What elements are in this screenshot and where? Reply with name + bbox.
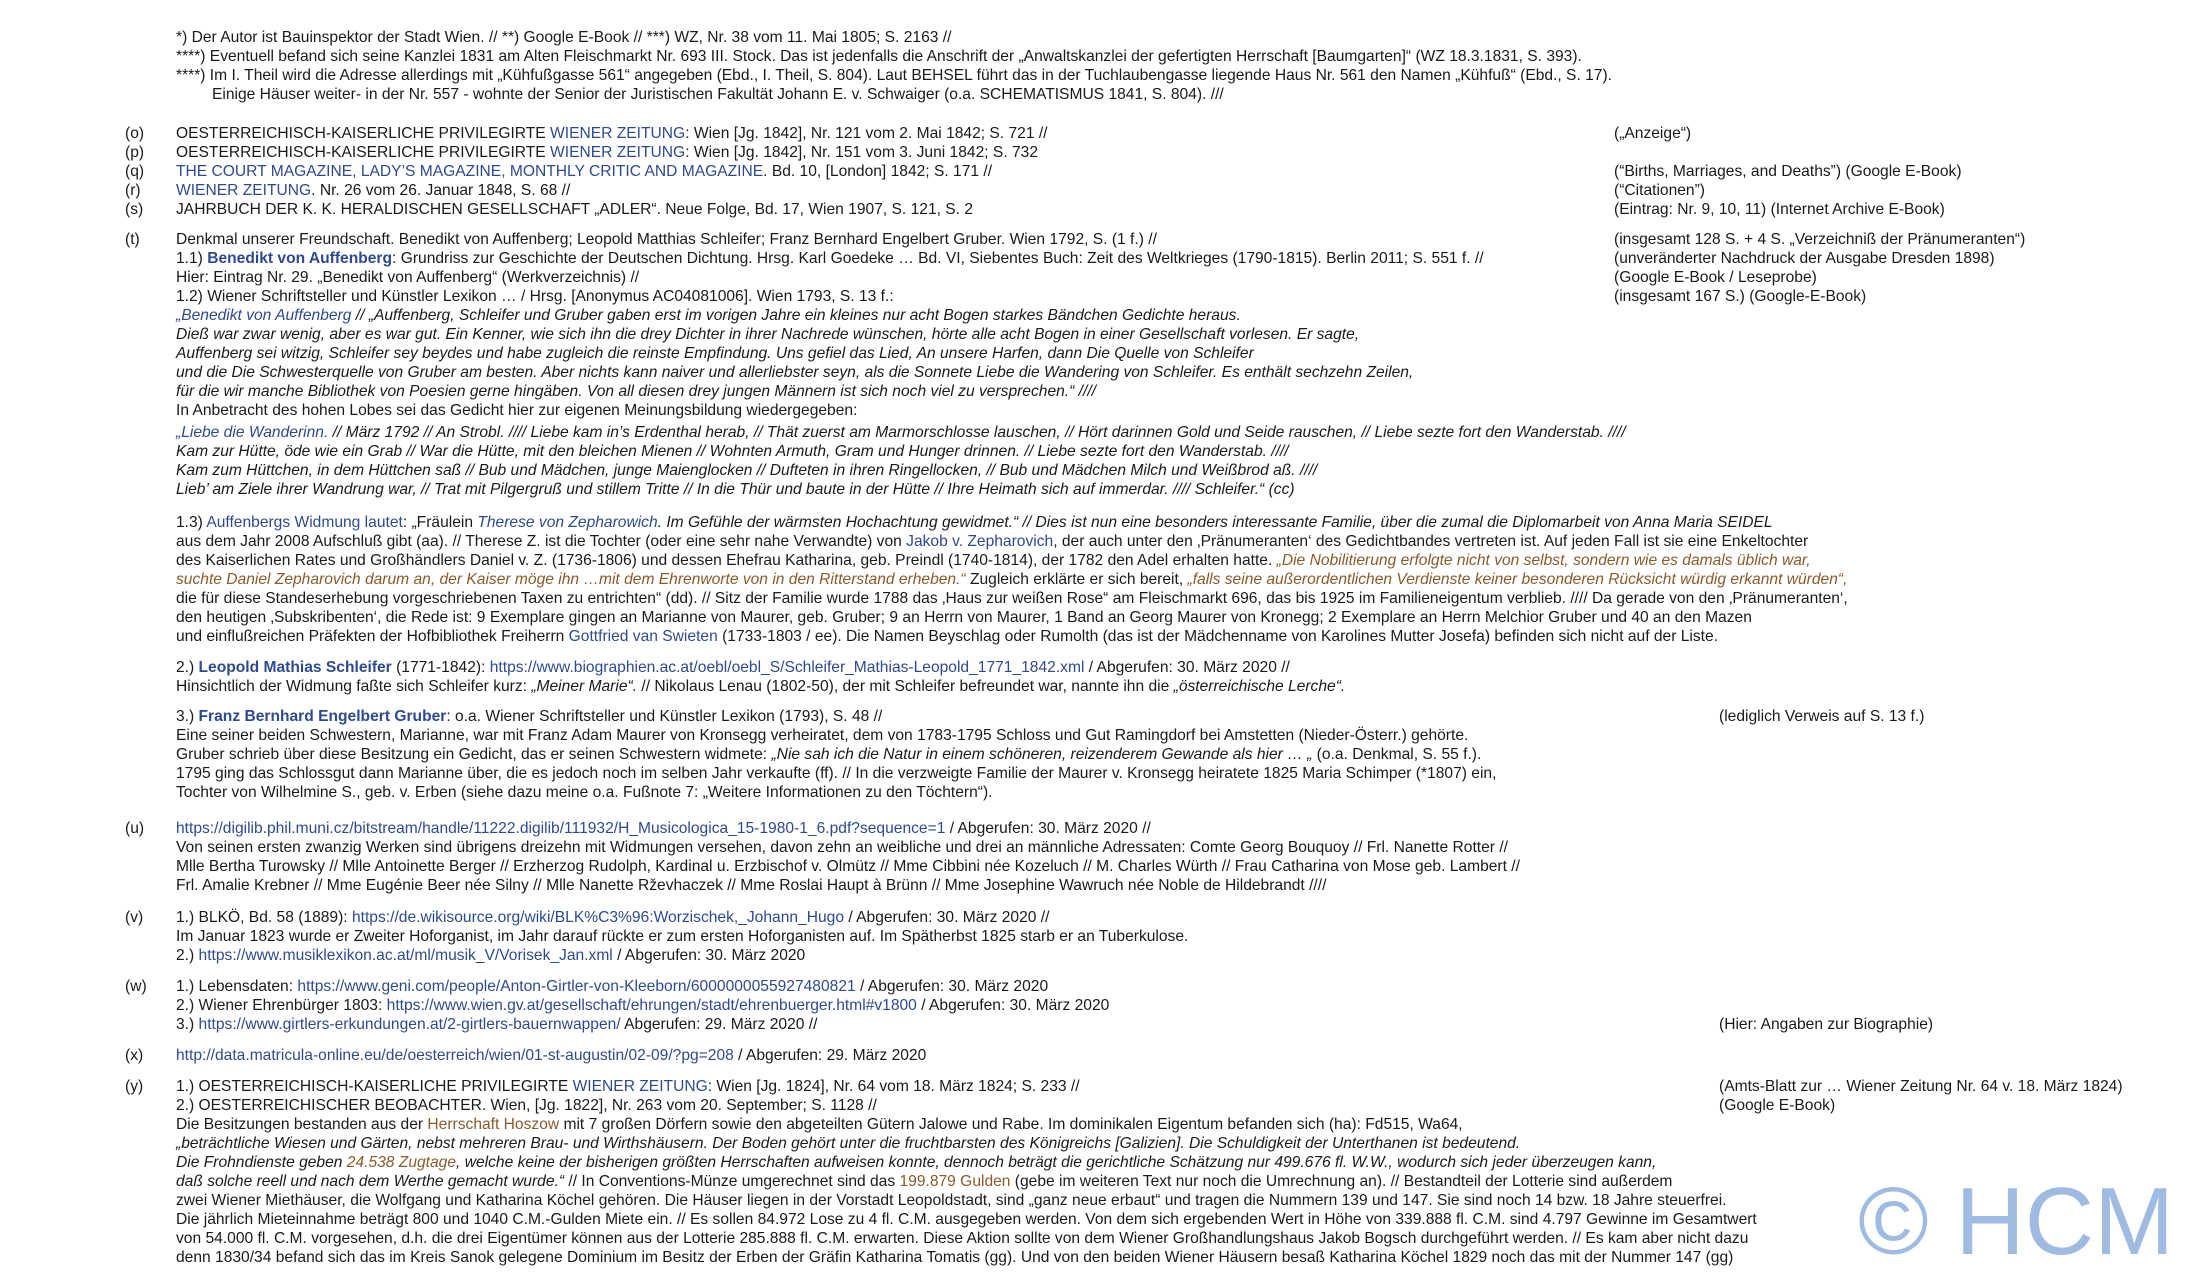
quote-line-3: Auffenberg sei witzig, Schleifer sey beydes und habe zugleich die reinste Empfindung. Uns gefiel das Lied, An unsere Harfen, dann Die Quelle von Schleifer bbox=[176, 345, 1254, 362]
schleifer-line-2: Hinsichtlich der Widmung faßte sich Schleifer kurz: „Meiner Marie“. // Nikolaus Lenau (1802-50), der mit Schleifer befreundet war, nannte ihn die „österreichische Lerche“. bbox=[176, 678, 1346, 695]
widmung-line-6: den heutigen ‚Subskribenten‘, die Rede ist: 9 Exemplare gingen an Marianne von Maurer, geb. Gruber; 9 an Herrn von Maurer, 1 Band an Georg Maurer von Kronegg; 2 Exemplare an Herrn Melchior Gruber und 40 an den Mazen bbox=[176, 609, 1752, 626]
note-t-4: (insgesamt 167 S.) (Google-E-Book) bbox=[1614, 288, 1867, 305]
entry-y-line-4: „beträchtliche Wiesen und Gärten, nebst mehreren Brau- und Wirthshäusern. Der Boden gehört unter die fruchtbarsten des Königreichs [Galizien]. Die Schuldigkeit der Unterthanen ist bedeutend. bbox=[176, 1135, 1521, 1152]
entry-t-line-4: 1.2) Wiener Schriftsteller und Künstler Lexikon … / Hrsg. [Anonymus AC04081006]. Wien 1793, S. 13 f.: bbox=[176, 288, 894, 305]
entry-w-line-3: 3.) https://www.girtlers-erkundungen.at/2-girtlers-bauernwappen/ Abgerufen: 29. März 2020 // bbox=[176, 1016, 818, 1033]
entry-y-line-3: Die Besitzungen bestanden aus der Herrschaft Hoszow mit 7 großen Dörfern sowie den abgeteilten Gütern Jalowe und Rabe. Im dominikalen Eigentum befanden sich (ha): Fd515, Wa64, bbox=[176, 1116, 1463, 1133]
footnote-line-3: ****) Im I. Theil wird die Adresse allerdings mit „Kühfußgasse 561“ angegeben (Ebd., I. Theil, S. 804). Laut BEHSEL führt das in der Tuchlaubengasse liegende Haus Nr. 561 den Namen „Kühfuß“ (Ebd., S. 17). bbox=[176, 67, 1612, 84]
url-schleifer[interactable]: https://www.biographien.ac.at/oebl/oebl_S/Schleifer_Mathias-Leopold_1771_1842.xml bbox=[489, 659, 1085, 676]
link-wiener-zeitung[interactable]: WIENER ZEITUNG bbox=[550, 125, 686, 142]
entry-o: OESTERREICHISCH-KAISERLICHE PRIVILEGIRTE WIENER ZEITUNG: Wien [Jg. 1842], Nr. 121 vom 2. Mai 1842; S. 721 // bbox=[176, 125, 1048, 142]
link-therese-zepharowich[interactable]: Therese von Zepharowich bbox=[477, 514, 658, 531]
link-jakob-zepharovich[interactable]: Jakob v. Zepharovich bbox=[906, 533, 1054, 550]
link-wiener-zeitung[interactable]: WIENER ZEITUNG bbox=[176, 182, 312, 199]
note-w: (Hier: Angaben zur Biographie) bbox=[1719, 1016, 1934, 1033]
label-o: (o) bbox=[125, 125, 145, 142]
entry-y-line-10: denn 1830/34 befand sich das im Kreis Sanok gelegene Dominium im Besitz der Erben der Gräfin Katharina Tomatis (gg). Und von den beiden Wiener Häusern besaß Katharina Köchel 1829 noch das mit der Nummer 147 (gg) bbox=[176, 1249, 1734, 1266]
link-schleifer[interactable]: Leopold Mathias Schleifer bbox=[198, 659, 392, 676]
footnote-line-2: ****) Eventuell befand sich seine Kanzlei 1831 am Alten Fleischmarkt Nr. 693 III. Stock. Das ist jedenfalls die Anschrift der „Anwaltskanzlei der gefertigten Herrschaft [Baumgarten]“ (WZ 18.3.1831, S. 393). bbox=[176, 48, 1582, 65]
gruber-line-3: Gruber schrieb über diese Besitzung ein Gedicht, das er seinen Schwestern widmete: „Nie sah ich die Natur in einem schöneren, reizenderem Gewande als hier … „ (o.a. Denkmal, S. 55 f.). bbox=[176, 746, 1482, 763]
entry-w-line-2: 2.) Wiener Ehrenbürger 1803: https://www.wien.gv.at/gesellschaft/ehrungen/stadt/ehrenbuerger.html#v1800 / Abgerufen: 30. März 2020 bbox=[176, 997, 1110, 1014]
schleifer-line-1: 2.) Leopold Mathias Schleifer (1771-1842): https://www.biographien.ac.at/oebl/oebl_S/Schleifer_Mathias-Leopold_1771_1842.xml / Abgerufen: 30. März 2020 // bbox=[176, 659, 1290, 676]
note-q: (“Births, Marriages, and Deaths”) (Google E-Book) bbox=[1614, 163, 1962, 180]
link-court-magazine[interactable]: THE COURT MAGAZINE, LADY’S MAGAZINE, MONTHLY CRITIC AND MAGAZINE bbox=[176, 163, 764, 180]
label-q: (q) bbox=[125, 163, 145, 180]
link-auffenberg[interactable]: Benedikt von Auffenberg bbox=[207, 250, 393, 267]
poem-line-2: Kam zur Hütte, öde wie ein Grab // War die Hütte, mit den bleichen Mienen // Wohnten Armuth, Gram und Hunger drinnen. // Liebe sezte fort den Wanderstab. //// bbox=[176, 443, 1289, 460]
entry-u-line-1: https://digilib.phil.muni.cz/bitstream/handle/11222.digilib/111932/H_Musicologica_15-1980-1_6.pdf?sequence=1 / Abgerufen: 30. März 2020 // bbox=[176, 820, 1151, 837]
quote-line-1: „Benedikt von Auffenberg // „Auffenberg, Schleifer und Gruber gaben erst im vorigen Jahre ein kleines nur acht Bogen starkes Bändchen Gedichte heraus. bbox=[176, 307, 1241, 324]
entry-u-line-3: Mlle Bertha Turowsky // Mlle Antoinette Berger // Erzherzog Rudolph, Kardinal u. Erzbischof v. Olmütz // Mme Cibbini née Kozeluch // M. Charles Würth // Frau Catharina von Mose geb. Lambert // bbox=[176, 858, 1520, 875]
note-t-3: (Google E-Book / Leseprobe) bbox=[1614, 269, 1817, 286]
link-wiener-zeitung[interactable]: WIENER ZEITUNG bbox=[550, 144, 686, 161]
entry-y-line-5: Die Frohndienste geben 24.538 Zugtage, welche keine der bisherigen größten Herrschaften aufweisen konnte, dennoch beträgt die gerichtliche Schätzung nur 499.676 fl. W.W., wodurch sich jeder überzeugen kann, bbox=[176, 1154, 1657, 1171]
footnote-line-1: *) Der Autor ist Bauinspektor der Stadt Wien. // **) Google E-Book // ***) WZ, Nr. 38 vom 11. Mai 1805; S. 2163 // bbox=[176, 29, 952, 46]
link-liebe-die-wanderinn[interactable]: „Liebe die Wanderinn. bbox=[176, 424, 329, 441]
link-auffenberg-quote[interactable]: „Benedikt von Auffenberg bbox=[176, 307, 352, 324]
link-wiener-zeitung[interactable]: WIENER ZEITUNG bbox=[572, 1078, 708, 1095]
url-geni[interactable]: https://www.geni.com/people/Anton-Girtler-von-Kleeborn/6000000055927480821 bbox=[297, 978, 856, 995]
entry-x: http://data.matricula-online.eu/de/oesterreich/wien/01-st-augustin/02-09/?pg=208 / Abgerufen: 29. März 2020 bbox=[176, 1047, 927, 1064]
entry-t-line-5: In Anbetracht des hohen Lobes sei das Gedicht hier zur eigenen Meinungsbildung wiedergegeben: bbox=[176, 402, 858, 419]
entry-v-line-1: 1.) BLKÖ, Bd. 58 (1889): https://de.wikisource.org/wiki/BLK%C3%96:Worzischek,_Johann_Hugo / Abgerufen: 30. März 2020 // bbox=[176, 909, 1050, 926]
url-girtlers[interactable]: https://www.girtlers-erkundungen.at/2-girtlers-bauernwappen/ bbox=[198, 1016, 621, 1033]
entry-v-line-2: Im Januar 1823 wurde er Zweiter Hoforganist, im Jahr darauf rückte er zum ersten Hoforganisten auf. Im Spätherbst 1825 starb er an Tuberkulose. bbox=[176, 928, 1189, 945]
footnote-line-4: Einige Häuser weiter- in der Nr. 557 - wohnte der Senior der Juristischen Fakultät Johann E. v. Schwaiger (o.a. SCHEMATISMUS 1841, S. 804). /// bbox=[212, 86, 1224, 103]
poem-line-3: Kam zum Hüttchen, in dem Hüttchen saß // Bub und Mädchen, junge Maienglocken // Dufteten in ihren Ringellocken, // Bub und Mädchen Milch und Weißbrod aß. //// bbox=[176, 462, 1318, 479]
quote-line-5: für die wir manche Bibliothek von Poesien gerne hingäben. Von all diesen drey jungen Männern ist sich noch viel zu versprechen.“ //// bbox=[176, 383, 1096, 400]
label-w: (w) bbox=[125, 978, 147, 995]
entry-y-line-6: daß solche reell und nach dem Werthe gemacht wurde.“ // In Conventions-Münze umgerechnet sind das 199.879 Gulden (gebe im weiteren Text nur noch die Umrechnung an). // Bestandteil der Lotterie sind außerdem bbox=[176, 1173, 1673, 1190]
widmung-line-5: die für diese Standeserhebung vorgeschriebenen Taxen zu entrichten“ (dd). // Sitz der Familie wurde 1788 das ‚Haus zur weißen Rose“ am Fleischmarkt 696, das bis 1925 im Familieneigentum verblieb. //// Da gerade von den ‚Pränumeranten‘, bbox=[176, 590, 1848, 607]
url-digilib[interactable]: https://digilib.phil.muni.cz/bitstream/handle/11222.digilib/111932/H_Musicologica_15-1980-1_6.pdf?sequence=1 bbox=[176, 820, 946, 837]
quote-line-2: Dieß war zwar wenig, aber es war gut. Ein Kenner, wie sich ihn die drey Dichter in ihrer Nachrede wünschen, hörte alle acht Bogen in einer Gesellschaft vorlesen. Er sagte, bbox=[176, 326, 1360, 343]
label-x: (x) bbox=[125, 1047, 144, 1064]
entry-y-line-1: 1.) OESTERREICHISCH-KAISERLICHE PRIVILEGIRTE WIENER ZEITUNG: Wien [Jg. 1824], Nr. 64 vom 18. März 1824; S. 233 // bbox=[176, 1078, 1080, 1095]
label-p: (p) bbox=[125, 144, 145, 161]
url-matricula[interactable]: http://data.matricula-online.eu/de/oesterreich/wien/01-st-augustin/02-09/?pg=208 bbox=[176, 1047, 734, 1064]
label-y: (y) bbox=[125, 1078, 144, 1095]
url-wien-gv[interactable]: https://www.wien.gv.at/gesellschaft/ehrungen/stadt/ehrenbuerger.html#v1800 bbox=[386, 997, 917, 1014]
gruber-line-4: 1795 ging das Schlossgut dann Marianne über, die es jedoch noch im selben Jahr verkaufte (ff). // In die verzweigte Familie der Maurer v. Kronsegg heiratete 1825 Maria Schimper (*1807) ein, bbox=[176, 765, 1497, 782]
note-o: („Anzeige“) bbox=[1614, 125, 1692, 142]
widmung-line-4: suchte Daniel Zepharovich darum an, der Kaiser möge ihn …mit dem Ehrenworte von in den Ritterstand erheben.“ Zugleich erklärte er sich bereit, „falls seine außerordentlichen Verdienste keiner besonderen Rücksicht würdig erkannt würden“, bbox=[176, 571, 1848, 588]
label-u: (u) bbox=[125, 820, 145, 837]
label-t: (t) bbox=[125, 231, 140, 248]
note-s: (Eintrag: Nr. 9, 10, 11) (Internet Archive E-Book) bbox=[1614, 201, 1945, 218]
entry-p: OESTERREICHISCH-KAISERLICHE PRIVILEGIRTE WIENER ZEITUNG: Wien [Jg. 1842], Nr. 151 vom 3. Juni 1842; S. 732 bbox=[176, 144, 1038, 161]
poem-line-1: „Liebe die Wanderinn. // März 1792 // An Strobl. //// Liebe kam in’s Erdenthal herab, // Thät zuerst am Marmorschlosse lauschen, // Hört darinnen Gold und Seide rauschen, // Liebe sezte fort den Wanderstab. //// bbox=[176, 424, 1626, 441]
note-gruber: (lediglich Verweis auf S. 13 f.) bbox=[1719, 708, 1925, 725]
entry-y-line-8: Die jährlich Mieteinnahme beträgt 800 und 1040 C.M.-Gulden Miete ein. // Es sollen 84.972 Lose zu 4 fl. C.M. ausgegeben werden. Von dem sich ergebenden Wert in Höhe von 339.888 fl. C.M. sind 4.797 Gewinne im Gesamtwert bbox=[176, 1211, 1757, 1228]
entry-s: JAHRBUCH DER K. K. HERALDISCHEN GESELLSCHAFT „ADLER“. Neue Folge, Bd. 17, Wien 1907, S. 121, S. 2 bbox=[176, 201, 974, 218]
widmung-line-1: 1.3) Auffenbergs Widmung lautet: „Fräulein Therese von Zepharowich. Im Gefühle der wärmsten Hochachtung gewidmet.“ // Dies ist nun eine besonders interessante Familie, über die zumal die Diplomarbeit von Anna Maria SEIDEL bbox=[176, 514, 1773, 531]
gruber-line-5: Tochter von Wilhelmine S., geb. v. Erben (siehe dazu meine o.a. Fußnote 7: „Weitere Informationen zu den Töchtern“). bbox=[176, 784, 993, 801]
widmung-line-7: und einflußreichen Präfekten der Hofbibliothek Freiherrn Gottfried van Swieten (1733-1803 / ee). Die Namen Beyschlag oder Rumolth (das ist der Mädchenname von Karolines Mutter Josefa) befinden sich nicht auf der Liste. bbox=[176, 628, 1719, 645]
note-y-2: (Google E-Book) bbox=[1719, 1097, 1836, 1114]
label-r: (r) bbox=[125, 182, 141, 199]
label-s: (s) bbox=[125, 201, 144, 218]
widmung-line-2: aus dem Jahr 2008 Aufschluß gibt (aa). // Therese Z. ist die Tochter (oder eine sehr nahe Verwandte) von Jakob v. Zepharovich, der auch unter den ‚Pränumeranten‘ des Gedichtbandes vertreten ist. Auf jeden Fall ist sie eine Enkeltochter bbox=[176, 533, 1809, 550]
gruber-line-1: 3.) Franz Bernhard Engelbert Gruber: o.a. Wiener Schriftsteller und Künstler Lexikon (1793), S. 48 // bbox=[176, 708, 883, 725]
link-van-swieten[interactable]: Gottfried van Swieten bbox=[568, 628, 718, 645]
entry-y-line-2: 2.) OESTERREICHISCHER BEOBACHTER. Wien, [Jg. 1822], Nr. 263 vom 20. September; S. 1128 // bbox=[176, 1097, 877, 1114]
note-y-1: (Amts-Blatt zur … Wiener Zeitung Nr. 64 v. 18. März 1824) bbox=[1719, 1078, 2123, 1095]
entry-r: WIENER ZEITUNG. Nr. 26 vom 26. Januar 1848, S. 68 // bbox=[176, 182, 571, 199]
entry-q: THE COURT MAGAZINE, LADY’S MAGAZINE, MONTHLY CRITIC AND MAGAZINE. Bd. 10, [London] 1842; S. 171 // bbox=[176, 163, 993, 180]
quote-line-4: und die Die Schwesterquelle von Gruber am besten. Aber nichts kann naiver und allerliebster seyn, als die Sonnete Liebe die Wandering von Schleifer. Es enthält sechzehn Zeilen, bbox=[176, 364, 1414, 381]
note-r: (“Citationen”) bbox=[1614, 182, 1705, 199]
link-gruber[interactable]: Franz Bernhard Engelbert Gruber bbox=[198, 708, 447, 725]
gruber-line-2: Eine seiner beiden Schwestern, Marianne, war mit Franz Adam Maurer von Kronsegg verheiratet, dem von 1783-1795 Schloss und Gut Ramingdorf bei Amstetten (Nieder-Österr.) gehörte. bbox=[176, 727, 1469, 744]
url-wikisource[interactable]: https://de.wikisource.org/wiki/BLK%C3%96:Worzischek,_Johann_Hugo bbox=[351, 909, 844, 926]
entry-u-line-4: Frl. Amalie Krebner // Mme Eugénie Beer née Silny // Mlle Nanette Rževhaczek // Mme Roslai Haupt à Brünn // Mme Josephine Wawruch née Noble de Hildebrandt //// bbox=[176, 877, 1327, 894]
entry-v-line-3: 2.) https://www.musiklexikon.ac.at/ml/musik_V/Vorisek_Jan.xml / Abgerufen: 30. März 2020 bbox=[176, 947, 806, 964]
entry-t-line-3: Hier: Eintrag Nr. 29. „Benedikt von Auffenberg“ (Werkverzeichnis) // bbox=[176, 269, 640, 286]
entry-y-line-9: von 54.000 fl. C.M. vorgesehen, d.h. die drei Eigentümer können aus der Lotterie 285.888 fl. C.M. erwarten. Diese Aktion sollte von dem Wiener Großhandlungshaus Jakob Bogsch durchgeführt werden. // Es kam aber nicht dazu bbox=[176, 1230, 1749, 1247]
copyright-watermark: © HCM bbox=[1858, 1168, 2175, 1275]
entry-u-line-2: Von seinen ersten zwanzig Werken sind übrigens dreizehn mit Widmungen versehen, davon zehn an weibliche und drei an männliche Adressaten: Comte Georg Bouquoy // Frl. Nanette Rotter // bbox=[176, 839, 1508, 856]
link-widmung[interactable]: Auffenbergs Widmung lautet bbox=[206, 514, 403, 531]
note-t-2: (unveränderter Nachdruck der Ausgabe Dresden 1898) bbox=[1614, 250, 1995, 267]
note-t-1: (insgesamt 128 S. + 4 S. „Verzeichniß der Pränumeranten“) bbox=[1614, 231, 2026, 248]
widmung-line-3: des Kaiserlichen Rates und Großhändlers Daniel v. Z. (1736-1806) und dessen Ehefrau Katharina, geb. Preindl (1740-1814), der 1782 den Adel erhalten hatte. „Die Nobilitierung erfolgte nicht von selbst, sondern wie es damals üblich war, bbox=[176, 552, 1811, 569]
poem-line-4: Lieb’ am Ziele ihrer Wandrung war, // Trat mit Pilgergruß und stillem Tritte // In die Thür und baute in der Hütte // Ihre Heimath sich auf immerdar. //// Schleifer.“ (cc) bbox=[176, 481, 1295, 498]
label-v: (v) bbox=[125, 909, 144, 926]
url-musiklexikon[interactable]: https://www.musiklexikon.ac.at/ml/musik_V/Vorisek_Jan.xml bbox=[198, 947, 613, 964]
entry-t-line-2: 1.1) Benedikt von Auffenberg: Grundriss zur Geschichte der Deutschen Dichtung. Hrsg. Karl Goedeke … Bd. VI, Siebentes Buch: Zeit des Weltkrieges (1790-1815). Berlin 2011; S. 551 f. // bbox=[176, 250, 1484, 267]
entry-w-line-1: 1.) Lebensdaten: https://www.geni.com/people/Anton-Girtler-von-Kleeborn/6000000055927480821 / Abgerufen: 30. März 2020 bbox=[176, 978, 1049, 995]
entry-y-line-7: zwei Wiener Miethäuser, die Wolfgang und Katharina Köchel gehören. Die Häuser liegen in der Vorstadt Leopoldstadt, sind „ganz neue erbaut“ und tragen die Nummern 139 und 147. Sie sind noch 14 bzw. 18 Jahre steuerfrei. bbox=[176, 1192, 1727, 1209]
entry-t-line-1: Denkmal unserer Freundschaft. Benedikt von Auffenberg; Leopold Matthias Schleifer; Franz Bernhard Engelbert Gruber. Wien 1792, S. (1 f.) // bbox=[176, 231, 1157, 248]
